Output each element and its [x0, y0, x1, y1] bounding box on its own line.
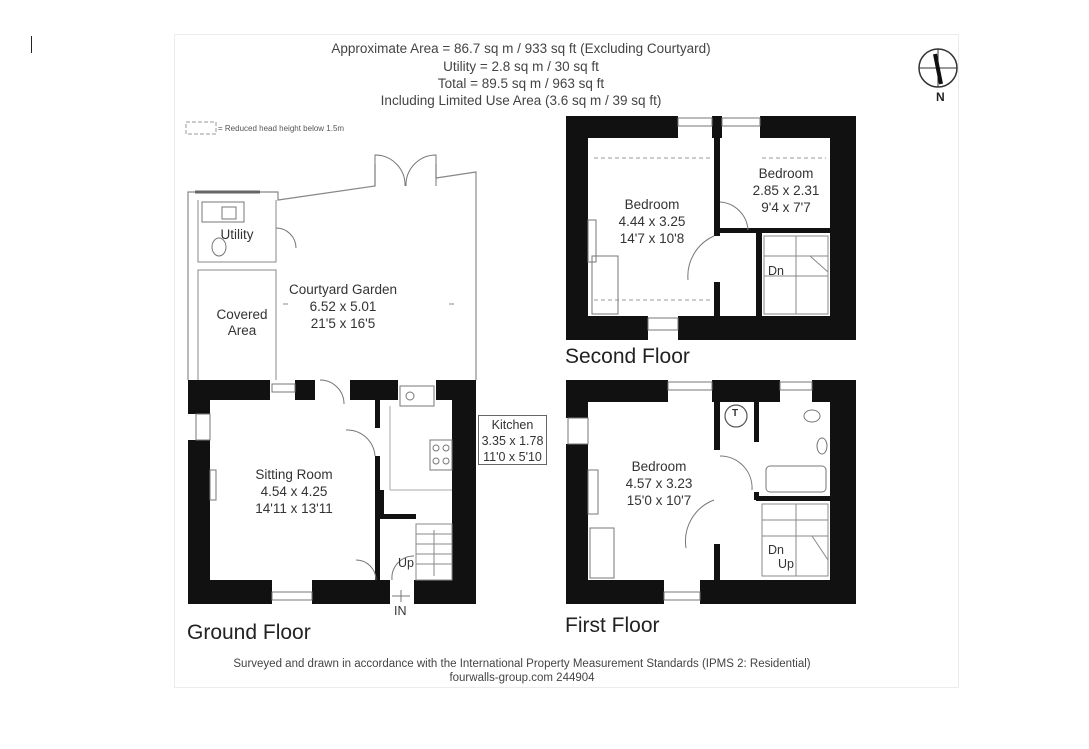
second-bedroom-small-metric: 2.85 x 2.31 — [752, 183, 820, 198]
water-tank-t-label: T — [732, 408, 739, 419]
second-floor-plan — [566, 116, 856, 340]
covered-area-label-2: Area — [227, 323, 257, 338]
area-summary-line: Approximate Area = 86.7 sq m / 933 sq ft (Excluding Courtyard) — [331, 41, 711, 56]
total-area-line: Total = 89.5 sq m / 963 sq ft — [437, 76, 605, 91]
second-bedroom-main-metric: 4.44 x 3.25 — [618, 214, 686, 229]
kitchen-name: Kitchen — [491, 418, 534, 432]
sitting-room-metric: 4.54 x 4.25 — [260, 484, 328, 499]
sitting-room-name: Sitting Room — [255, 467, 333, 482]
first-stairs-up-label: Up — [778, 557, 794, 571]
first-floor-title: First Floor — [565, 614, 660, 637]
ground-stairs-up-label: Up — [398, 556, 414, 570]
legend-text: = Reduced head height below 1.5m — [218, 124, 345, 133]
courtyard-metric: 6.52 x 5.01 — [309, 299, 377, 314]
first-bedroom-name: Bedroom — [631, 459, 687, 474]
second-bedroom-main-imperial: 14'7 x 10'8 — [619, 231, 685, 246]
ground-floor-plan — [188, 155, 476, 604]
north-compass-icon — [919, 49, 957, 87]
limited-use-area-line: Including Limited Use Area (3.6 sq m / 39 sq ft) — [380, 93, 662, 108]
covered-area-label-1: Covered — [216, 307, 268, 322]
first-bedroom-metric: 4.57 x 3.23 — [625, 476, 693, 491]
sitting-room-imperial: 14'11 x 13'11 — [255, 501, 333, 516]
courtyard-imperial: 21'5 x 16'5 — [310, 316, 376, 331]
second-bedroom-small-name: Bedroom — [758, 166, 814, 181]
kitchen-metric: 3.35 x 1.78 — [481, 434, 544, 448]
kitchen-label-box — [478, 415, 547, 465]
second-floor-title: Second Floor — [565, 345, 690, 368]
source-reference: fourwalls-group.com 244904 — [449, 672, 595, 684]
entrance-in-label: IN — [394, 604, 407, 618]
legend-dashed-box-icon — [186, 122, 216, 134]
ground-floor-title: Ground Floor — [187, 621, 311, 644]
compass-north-label: N — [936, 90, 945, 104]
first-stairs-down-label: Dn — [768, 543, 784, 557]
second-bedroom-small-imperial: 9'4 x 7'7 — [761, 200, 811, 215]
courtyard-name: Courtyard Garden — [288, 282, 398, 297]
first-floor-plan — [566, 380, 856, 604]
first-bedroom-imperial: 15'0 x 10'7 — [626, 493, 692, 508]
survey-standards-note: Surveyed and drawn in accordance with the International Property Measurement Standards (IPMS 2: Residential) — [233, 658, 811, 670]
utility-label: Utility — [220, 227, 254, 242]
second-bedroom-main-name: Bedroom — [624, 197, 680, 212]
kitchen-imperial: 11'0 x 5'10 — [483, 450, 542, 464]
second-stairs-down-label: Dn — [768, 264, 784, 278]
utility-area-line: Utility = 2.8 sq m / 30 sq ft — [443, 59, 599, 74]
